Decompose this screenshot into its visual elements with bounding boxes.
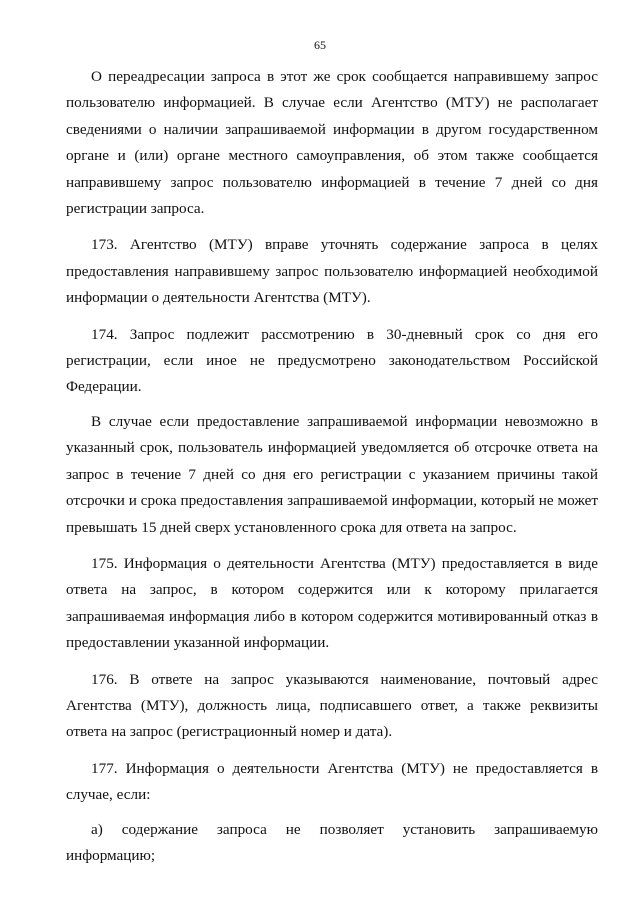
document-body <box>66 64 598 879</box>
paragraph-177-item-a: а) содержание запроса не позволяет установить запрашиваемую информацию; <box>66 820 598 864</box>
paragraph-redirect-notice: О переадресации запроса в этот же срок сообщается направившему запрос пользователю информацией. В случае если Агентство (МТУ) не располагает сведениями о наличии запрашиваемой информации в другом государственном органе и (или) органе местного самоуправления, об этом также сообщается направившему запрос пользователю информацией в течение 7 дней со дня регистрации запроса. <box>66 68 598 218</box>
paragraph-175: 175. Информация о деятельности Агентства (МТУ) предоставляется в виде ответа на запрос, в котором содержится или к которому прилагается запрашиваемая информация либо в котором содержится мотивированный отказ в предоставлении указанной информации. <box>66 554 598 652</box>
paragraph-177: 177. Информация о деятельности Агентства (МТУ) не предоставляется в случае, если: <box>66 759 598 804</box>
paragraph-174: 174. Запрос подлежит рассмотрению в 30-дневный срок со дня его регистрации, если иное не предусмотрено законодательством Российской Федерации. <box>66 325 598 396</box>
paragraph-173: 173. Агентство (МТУ) вправе уточнять содержание запроса в целях предоставления направившему запрос пользователю информацией необходимой информации о деятельности Агентства (МТУ). <box>66 236 598 307</box>
paragraph-deferral: В случае если предоставление запрашиваемой информации невозможно в указанный срок, пользователь информацией уведомляется об отсрочке ответа на запрос в течение 7 дней со дня его регистрации с указанием причины такой отсрочки и срока предоставления запрашиваемой информации, который не может превышать 15 дней сверх установленного срока для ответа на запрос. <box>66 412 598 536</box>
paragraph-176: 176. В ответе на запрос указываются наименование, почтовый адрес Агентства (МТУ), должность лица, подписавшего ответ, а также реквизиты ответа на запрос (регистрационный номер и дата). <box>66 670 598 741</box>
page-number: 65 <box>314 38 326 52</box>
